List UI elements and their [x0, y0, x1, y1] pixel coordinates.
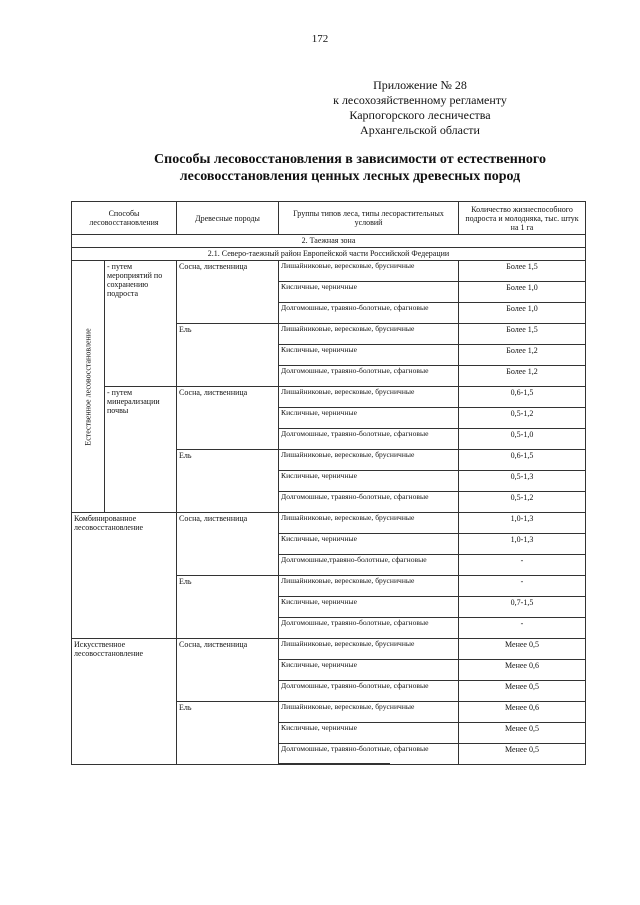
- region-row: 2.1. Северо-таежный район Европейской части Российской Федерации: [72, 248, 586, 261]
- quantity-cell: Менее 0,5: [459, 744, 586, 765]
- page-number: 172: [311, 33, 329, 45]
- quantity-cell: -: [459, 555, 586, 576]
- group-cell: Долгомошные, травяно-болотные, сфагновые: [279, 681, 459, 702]
- quantity-cell: Более 1,0: [459, 303, 586, 324]
- species-cell: Сосна, лиственница: [177, 261, 279, 324]
- zone-row: 2. Таежная зона: [72, 235, 586, 248]
- quantity-cell: 0,7-1,5: [459, 597, 586, 618]
- quantity-cell: Более 1,2: [459, 366, 586, 387]
- species-cell: Ель: [177, 324, 279, 387]
- quantity-cell: 0,5-1,3: [459, 471, 586, 492]
- quantity-cell: Менее 0,6: [459, 702, 586, 723]
- group-cell: Долгомошные, травяно-болотные, сфагновые: [279, 618, 459, 639]
- combined-method: Комбинированное лесовосстановление: [72, 513, 177, 639]
- quantity-cell: Более 1,0: [459, 282, 586, 303]
- species-cell: Ель: [177, 702, 279, 765]
- quantity-cell: Более 1,2: [459, 345, 586, 366]
- header-methods: Способы лесовосстановления: [72, 202, 177, 235]
- quantity-cell: Менее 0,5: [459, 639, 586, 660]
- table-row: [72, 639, 586, 660]
- quantity-cell: 0,5-1,0: [459, 429, 586, 450]
- natural-label: Естественное лесовосстановление: [72, 261, 105, 513]
- group-cell: Лишайниковые, вересковые, брусничные: [279, 639, 459, 660]
- species-cell: Ель: [177, 450, 279, 513]
- appendix-block: [290, 78, 550, 138]
- quantity-cell: -: [459, 618, 586, 639]
- artificial-method: Искусственное лесовосстановление: [72, 639, 177, 765]
- group-cell: Кисличные, черничные: [279, 723, 459, 744]
- group-cell: Кисличные, черничные: [279, 282, 459, 303]
- quantity-cell: 0,6-1,5: [459, 387, 586, 408]
- appendix-line: Карпогорского лесничества: [349, 108, 491, 122]
- quantity-cell: 0,6-1,5: [459, 450, 586, 471]
- species-cell: Ель: [177, 576, 279, 639]
- quantity-cell: -: [459, 576, 586, 597]
- appendix-line: Архангельской области: [360, 123, 480, 137]
- group-cell: Лишайниковые, вересковые, брусничные: [279, 261, 459, 282]
- group-cell: Кисличные, черничные: [279, 597, 459, 618]
- quantity-cell: 0,5-1,2: [459, 408, 586, 429]
- group-cell: Долгомошные, травяно-болотные, сфагновые: [279, 366, 459, 387]
- group-cell: Кисличные, черничные: [279, 408, 459, 429]
- quantity-cell: 0,5-1,2: [459, 492, 586, 513]
- reforestation-table: [71, 201, 586, 765]
- header-species: Древесные породы: [177, 202, 279, 235]
- group-cell: Долгомошные, травяно-болотные, сфагновые: [279, 303, 459, 324]
- quantity-cell: Более 1,5: [459, 324, 586, 345]
- species-cell: Сосна, лиственница: [177, 513, 279, 576]
- quantity-cell: Менее 0,6: [459, 660, 586, 681]
- group-cell: Лишайниковые, вересковые, брусничные: [279, 387, 459, 408]
- document-title: [0, 151, 640, 185]
- table-row: [72, 387, 586, 408]
- header-quantity: Количество жизнеспособного подроста и молодняка, тыс. штук на 1 га: [459, 202, 586, 235]
- appendix-line: к лесохозяйственному регламенту: [333, 93, 507, 107]
- natural-sub-method: - путем мероприятий по сохранению подроста: [105, 261, 177, 387]
- group-cell: Кисличные, черничные: [279, 534, 459, 555]
- footnote-divider: [278, 763, 390, 764]
- group-cell: Лишайниковые, вересковые, брусничные: [279, 576, 459, 597]
- group-cell: Долгомошные,травяно-болотные, сфагновые: [279, 555, 459, 576]
- species-cell: Сосна, лиственница: [177, 639, 279, 702]
- appendix-line: Приложение № 28: [373, 78, 467, 92]
- group-cell: Кисличные, черничные: [279, 345, 459, 366]
- group-cell: Долгомошные, травяно-болотные, сфагновые: [279, 429, 459, 450]
- quantity-cell: Менее 0,5: [459, 723, 586, 744]
- header-row: [72, 202, 586, 235]
- table-row: [72, 513, 586, 534]
- natural-sub-method: - путем минерализации почвы: [105, 387, 177, 513]
- quantity-cell: 1,0-1,3: [459, 534, 586, 555]
- species-cell: Сосна, лиственница: [177, 387, 279, 450]
- table-row: [72, 261, 586, 282]
- quantity-cell: Более 1,5: [459, 261, 586, 282]
- title-line: Способы лесовосстановления в зависимости от естественного: [154, 152, 546, 167]
- group-cell: Кисличные, черничные: [279, 660, 459, 681]
- group-cell: Лишайниковые, вересковые, брусничные: [279, 513, 459, 534]
- group-cell: Долгомошные, травяно-болотные, сфагновые: [279, 744, 459, 765]
- header-forest-groups: Группы типов леса, типы лесорастительных условий: [279, 202, 459, 235]
- group-cell: Кисличные, черничные: [279, 471, 459, 492]
- group-cell: Долгомошные, травяно-болотные, сфагновые: [279, 492, 459, 513]
- group-cell: Лишайниковые, вересковые, брусничные: [279, 324, 459, 345]
- quantity-cell: 1,0-1,3: [459, 513, 586, 534]
- group-cell: Лишайниковые, вересковые, брусничные: [279, 702, 459, 723]
- quantity-cell: Менее 0,5: [459, 681, 586, 702]
- title-line: лесовосстановления ценных лесных древесных пород: [179, 169, 521, 184]
- group-cell: Лишайниковые, вересковые, брусничные: [279, 450, 459, 471]
